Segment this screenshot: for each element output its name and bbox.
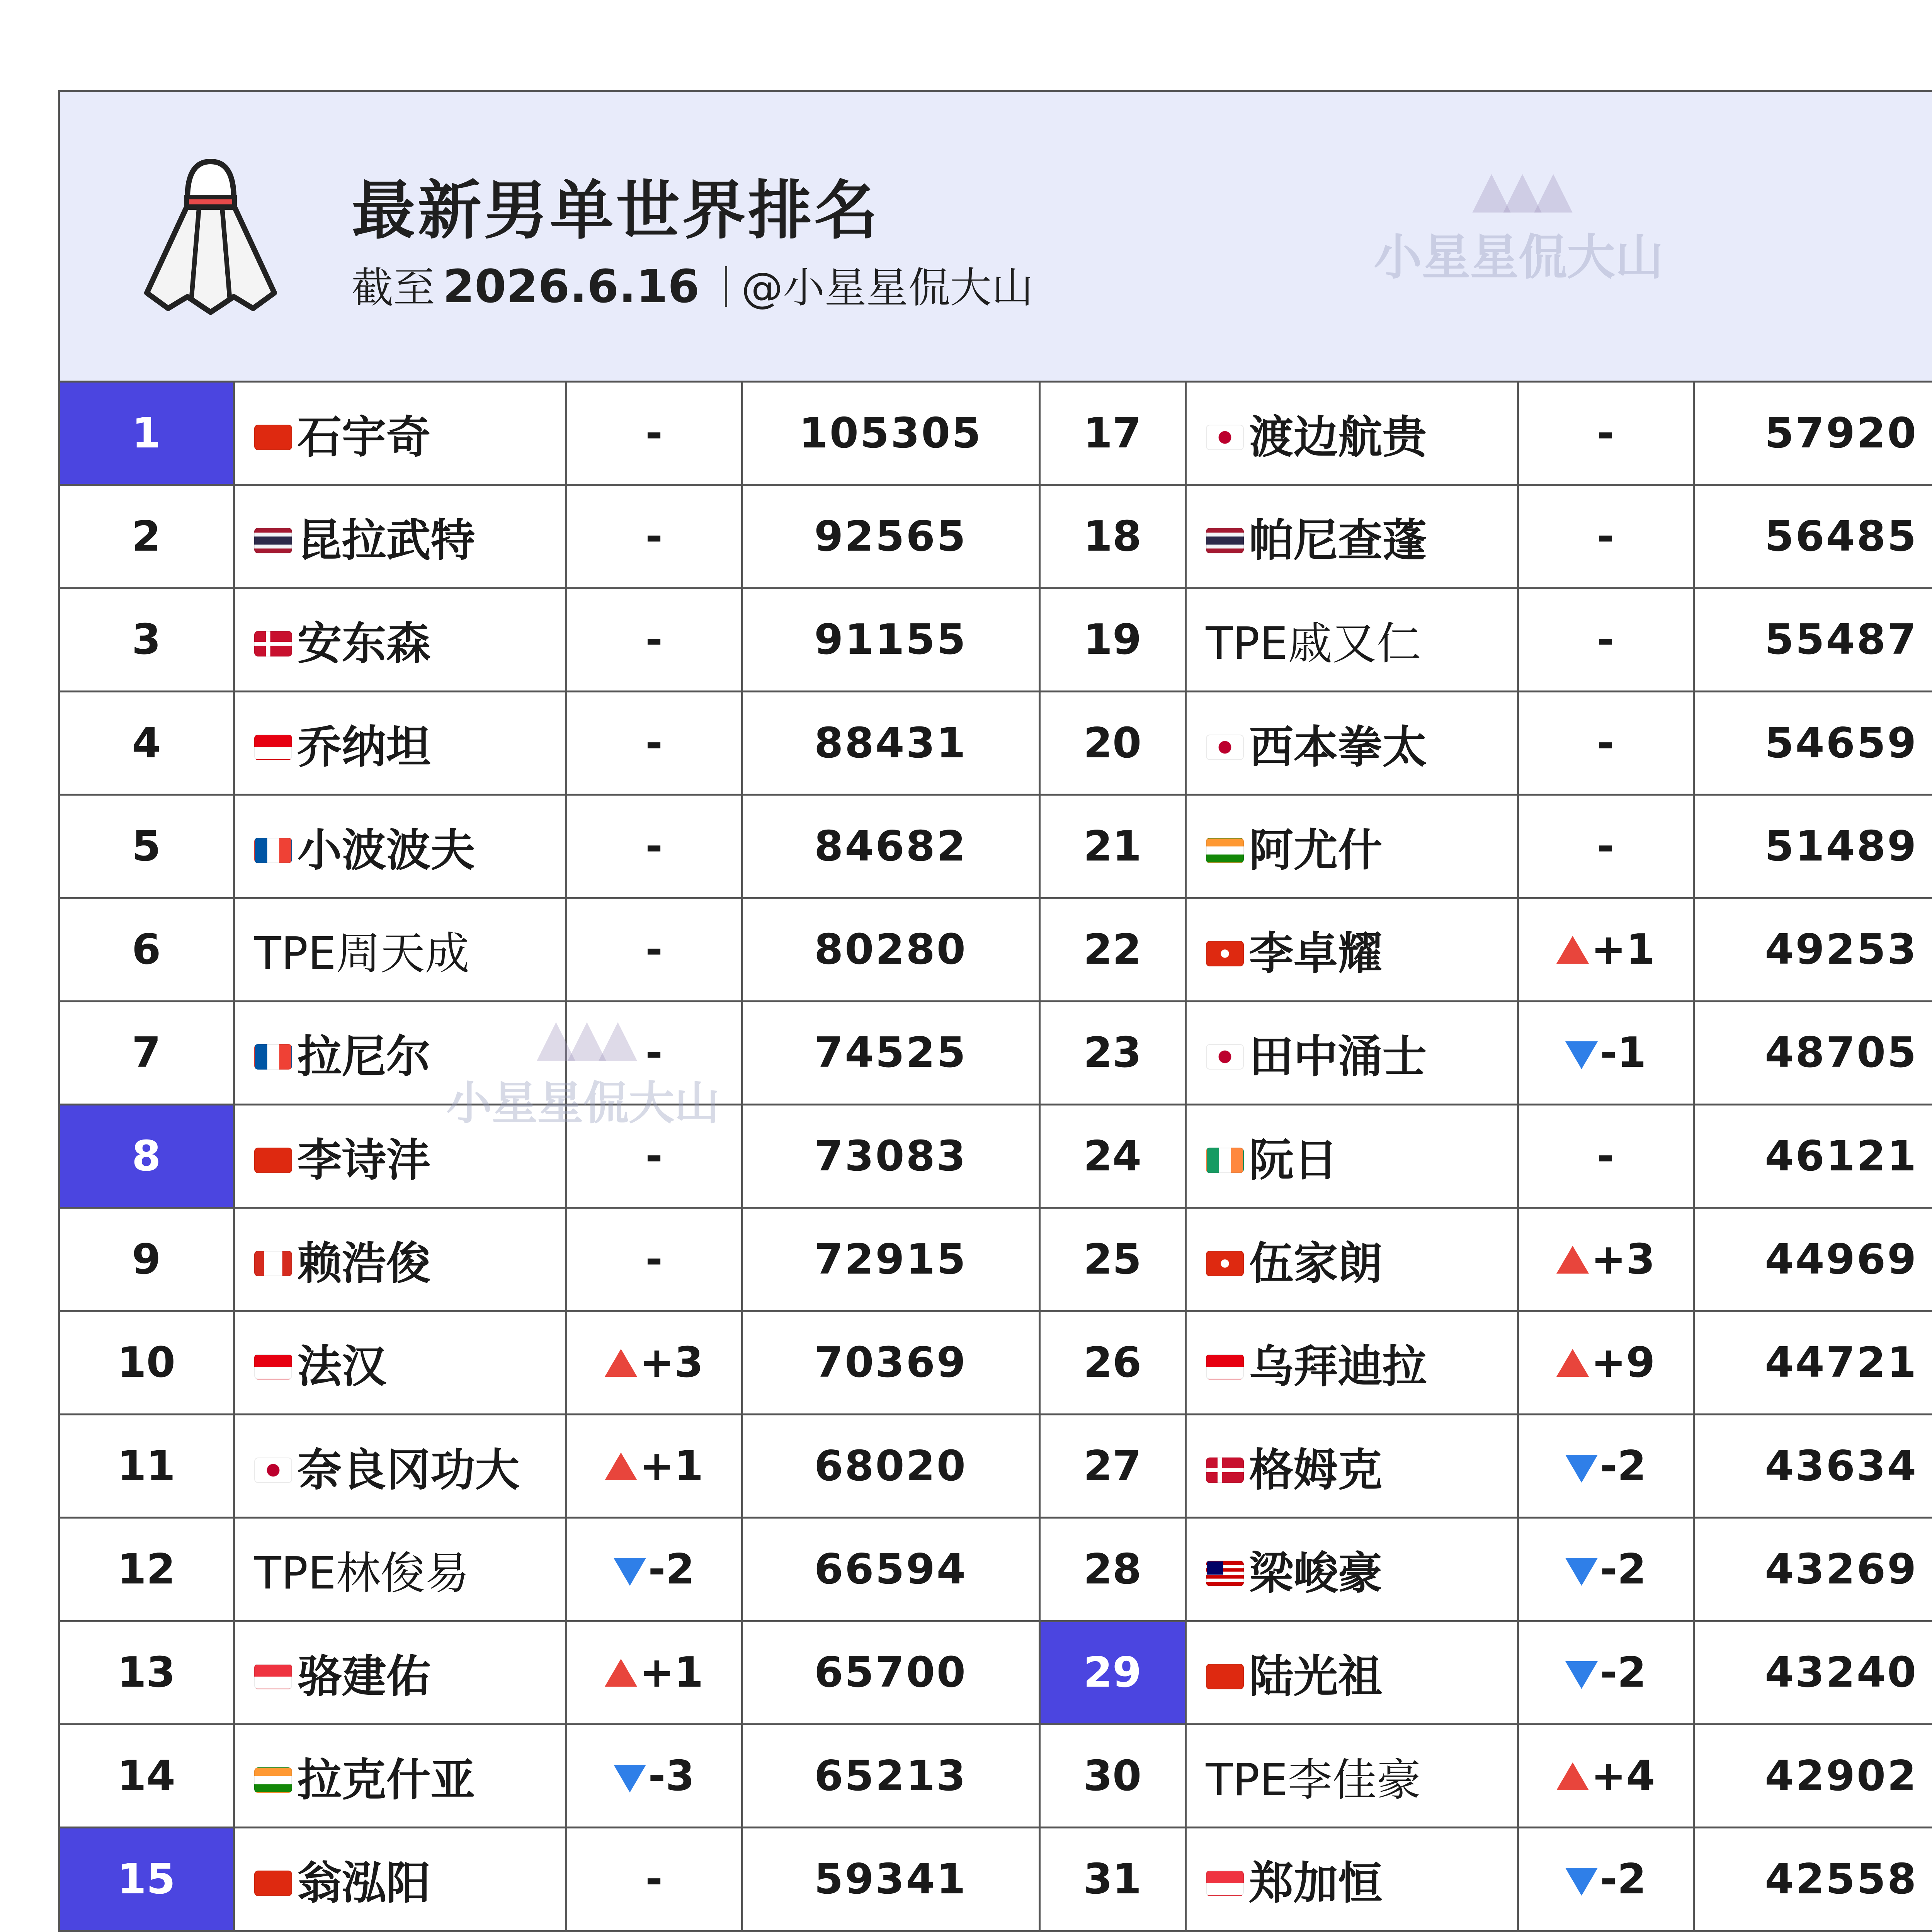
player-name-cell bbox=[234, 1105, 566, 1208]
flag-cn-icon bbox=[254, 425, 292, 450]
points-cell: 54659 bbox=[1694, 691, 1932, 794]
points-cell: 55487 bbox=[1694, 588, 1932, 691]
rank-cell: 3 bbox=[60, 588, 234, 691]
player-name: 昆拉武特 bbox=[297, 514, 475, 566]
rank-change: - bbox=[1597, 1132, 1614, 1180]
rank-change-cell bbox=[1518, 588, 1694, 691]
arrow-down-icon bbox=[1565, 1455, 1598, 1483]
rank-change: +3 bbox=[639, 1338, 704, 1387]
player-name: 安东森 bbox=[297, 618, 431, 670]
ranking-table bbox=[60, 383, 1932, 1932]
rank-cell: 19 bbox=[1039, 588, 1185, 691]
rank-cell: 5 bbox=[60, 795, 234, 898]
points-cell: 57920 bbox=[1694, 383, 1932, 485]
table-row bbox=[60, 691, 1932, 794]
table-row bbox=[60, 485, 1932, 588]
table-row bbox=[60, 1725, 1932, 1828]
arrow-down-icon bbox=[1565, 1041, 1598, 1069]
rank-cell: 30 bbox=[1039, 1725, 1185, 1828]
points-cell: 72915 bbox=[742, 1208, 1039, 1311]
player-name-cell bbox=[234, 383, 566, 485]
rank-change-cell bbox=[1518, 1828, 1694, 1931]
player-name-cell bbox=[1185, 1828, 1518, 1931]
player-name-cell bbox=[234, 898, 566, 1001]
player-name-cell bbox=[234, 1828, 566, 1931]
rank-change-cell bbox=[1518, 795, 1694, 898]
rank-change-cell bbox=[1518, 1311, 1694, 1414]
table-row bbox=[60, 1001, 1932, 1104]
rank-change: +9 bbox=[1591, 1338, 1655, 1387]
arrow-up-icon bbox=[1556, 1762, 1589, 1790]
flag-th-icon bbox=[1206, 528, 1244, 553]
table-row bbox=[60, 383, 1932, 485]
flag-cn-icon bbox=[254, 1871, 292, 1896]
arrow-up-icon bbox=[605, 1349, 637, 1377]
player-name: 田中涌士 bbox=[1249, 1031, 1427, 1083]
table-row bbox=[60, 898, 1932, 1001]
player-name: 陆光祖 bbox=[1249, 1651, 1383, 1703]
player-name-cell bbox=[1185, 1415, 1518, 1518]
player-name: 拉尼尔 bbox=[297, 1031, 431, 1083]
rank-change-cell bbox=[1518, 1208, 1694, 1311]
rank-change: -2 bbox=[1600, 1648, 1646, 1697]
player-name-cell bbox=[1185, 1208, 1518, 1311]
watermark-text: 小星星侃大山 bbox=[1374, 230, 1663, 286]
points-cell: 80280 bbox=[742, 898, 1039, 1001]
rank-cell: 6 bbox=[60, 898, 234, 1001]
player-name: 李卓耀 bbox=[1249, 928, 1383, 980]
rank-cell: 18 bbox=[1039, 485, 1185, 588]
table-row bbox=[60, 1518, 1932, 1621]
player-name: 赖浩俊 bbox=[297, 1238, 431, 1290]
player-name-cell bbox=[234, 1311, 566, 1414]
flag-my-icon bbox=[1206, 1561, 1244, 1586]
points-cell: 51489 bbox=[1694, 795, 1932, 898]
player-name-cell bbox=[1185, 691, 1518, 794]
flag-id-icon bbox=[254, 1354, 292, 1379]
rank-change-cell bbox=[1518, 1415, 1694, 1518]
ranking-card bbox=[58, 90, 1932, 1932]
mountain-icon: ▲▲▲ bbox=[537, 1008, 629, 1066]
arrow-down-icon bbox=[1565, 1661, 1598, 1689]
rank-cell: 24 bbox=[1039, 1105, 1185, 1208]
subtitle-prefix: 截至 bbox=[352, 264, 435, 312]
flag-jp-icon bbox=[1206, 735, 1244, 760]
player-name-cell bbox=[234, 1518, 566, 1621]
points-cell: 43240 bbox=[1694, 1621, 1932, 1724]
rank-cell: 12 bbox=[60, 1518, 234, 1621]
player-name: 帕尼查蓬 bbox=[1249, 514, 1427, 566]
rank-cell: 23 bbox=[1039, 1001, 1185, 1104]
rank-cell: 26 bbox=[1039, 1311, 1185, 1414]
flag-fr-icon bbox=[254, 1044, 292, 1070]
rank-cell: 2 bbox=[60, 485, 234, 588]
table-row bbox=[60, 1311, 1932, 1414]
points-cell: 43269 bbox=[1694, 1518, 1932, 1621]
rank-change: - bbox=[1597, 512, 1614, 561]
rank-change: -2 bbox=[1600, 1442, 1646, 1490]
rank-change-cell bbox=[1518, 485, 1694, 588]
rank-cell: 28 bbox=[1039, 1518, 1185, 1621]
flag-hk-icon bbox=[1206, 1251, 1244, 1276]
rank-change-cell bbox=[566, 1001, 742, 1104]
points-cell: 73083 bbox=[742, 1105, 1039, 1208]
player-name-cell bbox=[1185, 485, 1518, 588]
rank-change-cell bbox=[566, 1518, 742, 1621]
player-name: 渡边航贵 bbox=[1249, 411, 1427, 463]
arrow-down-icon bbox=[614, 1558, 646, 1586]
flag-th-icon bbox=[254, 528, 292, 553]
rank-change-cell bbox=[566, 1105, 742, 1208]
points-cell: 59341 bbox=[742, 1828, 1039, 1931]
rank-change-cell bbox=[566, 1208, 742, 1311]
flag-hk-icon bbox=[1206, 941, 1244, 966]
player-name: 郑加恒 bbox=[1249, 1857, 1383, 1909]
points-cell: 44969 bbox=[1694, 1208, 1932, 1311]
rank-cell: 21 bbox=[1039, 795, 1185, 898]
rank-change: - bbox=[1597, 616, 1614, 664]
rank-cell: 10 bbox=[60, 1311, 234, 1414]
rank-change-cell bbox=[566, 1725, 742, 1828]
player-name: 翁泓阳 bbox=[297, 1857, 431, 1909]
rank-change-cell bbox=[566, 383, 742, 485]
points-cell: 42558 bbox=[1694, 1828, 1932, 1931]
points-cell: 88431 bbox=[742, 691, 1039, 794]
points-cell: 66594 bbox=[742, 1518, 1039, 1621]
rank-cell: 22 bbox=[1039, 898, 1185, 1001]
rank-change: +4 bbox=[1591, 1752, 1655, 1800]
rank-change: +1 bbox=[639, 1442, 704, 1490]
player-name-cell bbox=[234, 1415, 566, 1518]
rank-cell: 15 bbox=[60, 1828, 234, 1931]
points-cell: 84682 bbox=[742, 795, 1039, 898]
rank-cell: 25 bbox=[1039, 1208, 1185, 1311]
player-name: 阿尤什 bbox=[1249, 824, 1383, 876]
flag-in-icon bbox=[254, 1767, 292, 1793]
rank-cell: 31 bbox=[1039, 1828, 1185, 1931]
rank-change-cell bbox=[1518, 1518, 1694, 1621]
flag-dk-icon bbox=[254, 631, 292, 656]
points-cell: 44721 bbox=[1694, 1311, 1932, 1414]
points-cell: 43634 bbox=[1694, 1415, 1932, 1518]
flag-cn-icon bbox=[254, 1148, 292, 1173]
table-row bbox=[60, 795, 1932, 898]
player-name-cell bbox=[1185, 1518, 1518, 1621]
flag-sg-icon bbox=[1206, 1871, 1244, 1896]
points-cell: 74525 bbox=[742, 1001, 1039, 1104]
player-name-cell bbox=[234, 691, 566, 794]
table-row bbox=[60, 1621, 1932, 1724]
player-name-cell bbox=[1185, 588, 1518, 691]
player-name-cell bbox=[234, 1621, 566, 1724]
rank-cell: 17 bbox=[1039, 383, 1185, 485]
flag-ie-icon bbox=[1206, 1148, 1244, 1173]
points-cell: 91155 bbox=[742, 588, 1039, 691]
player-name-cell bbox=[234, 1208, 566, 1311]
player-name: 骆建佑 bbox=[297, 1651, 431, 1703]
rank-change-cell bbox=[1518, 1621, 1694, 1724]
player-name-cell bbox=[1185, 898, 1518, 1001]
rank-cell: 27 bbox=[1039, 1415, 1185, 1518]
rank-change: - bbox=[645, 1855, 663, 1903]
rank-cell: 1 bbox=[60, 383, 234, 485]
rank-change: +1 bbox=[1591, 925, 1655, 974]
rank-change: -2 bbox=[1600, 1855, 1646, 1903]
watermark bbox=[1374, 160, 1663, 288]
player-name: TPE李佳豪 bbox=[1206, 1754, 1421, 1806]
rank-change: - bbox=[645, 409, 663, 457]
rank-cell: 9 bbox=[60, 1208, 234, 1311]
points-cell: 65213 bbox=[742, 1725, 1039, 1828]
player-name-cell bbox=[1185, 795, 1518, 898]
arrow-down-icon bbox=[1565, 1868, 1598, 1896]
flag-id-icon bbox=[1206, 1354, 1244, 1379]
shuttlecock-icon bbox=[141, 154, 280, 320]
rank-change: - bbox=[645, 1132, 663, 1180]
player-name: 梁峻豪 bbox=[1249, 1548, 1383, 1600]
player-name-cell bbox=[1185, 1725, 1518, 1828]
player-name: TPE林俊易 bbox=[254, 1548, 469, 1600]
rank-change: - bbox=[1597, 409, 1614, 457]
player-name: 法汉 bbox=[297, 1341, 386, 1393]
rank-change-cell bbox=[566, 691, 742, 794]
player-name: 乔纳坦 bbox=[297, 721, 431, 773]
player-name-cell bbox=[234, 1725, 566, 1828]
player-name-cell bbox=[234, 1001, 566, 1104]
points-cell: 46121 bbox=[1694, 1105, 1932, 1208]
rank-change-cell bbox=[566, 1828, 742, 1931]
player-name: 拉克什亚 bbox=[297, 1754, 475, 1806]
rank-cell: 20 bbox=[1039, 691, 1185, 794]
player-name-cell bbox=[234, 485, 566, 588]
points-cell: 70369 bbox=[742, 1311, 1039, 1414]
rank-change: - bbox=[645, 512, 663, 561]
rank-change-cell bbox=[1518, 383, 1694, 485]
ranking-date: 2026.6.16 bbox=[443, 260, 700, 313]
rank-change-cell bbox=[1518, 1001, 1694, 1104]
flag-in-icon bbox=[1206, 838, 1244, 863]
page-title: 最新男单世界排名 bbox=[352, 173, 880, 248]
author-handle: @小星星侃大山 bbox=[741, 264, 1034, 312]
player-name: 乌拜迪拉 bbox=[1249, 1341, 1427, 1393]
rank-change: -2 bbox=[1600, 1545, 1646, 1594]
flag-cn-icon bbox=[1206, 1664, 1244, 1689]
rank-change-cell bbox=[566, 795, 742, 898]
arrow-down-icon bbox=[614, 1765, 646, 1793]
player-name: 阮日 bbox=[1249, 1134, 1338, 1186]
player-name-cell bbox=[1185, 1311, 1518, 1414]
arrow-up-icon bbox=[605, 1452, 637, 1480]
player-name-cell bbox=[234, 795, 566, 898]
rank-change: - bbox=[645, 822, 663, 871]
table-row bbox=[60, 1105, 1932, 1208]
rank-change-cell bbox=[1518, 898, 1694, 1001]
watermark-text: 小星星侃大山 bbox=[446, 1077, 720, 1130]
rank-change: +3 bbox=[1591, 1235, 1655, 1284]
arrow-down-icon bbox=[1565, 1558, 1598, 1586]
rank-change-cell bbox=[566, 1311, 742, 1414]
rank-change: - bbox=[645, 1029, 663, 1077]
player-name: 李诗沣 bbox=[297, 1134, 431, 1186]
points-cell: 42902 bbox=[1694, 1725, 1932, 1828]
mountain-icon: ▲▲▲ bbox=[1472, 160, 1565, 218]
points-cell: 65700 bbox=[742, 1621, 1039, 1724]
arrow-up-icon bbox=[605, 1659, 637, 1687]
rank-change-cell bbox=[566, 588, 742, 691]
rank-change: - bbox=[645, 1235, 663, 1284]
header-banner bbox=[60, 92, 1932, 383]
flag-ca-icon bbox=[254, 1251, 292, 1276]
rank-change: -1 bbox=[1600, 1029, 1646, 1077]
player-name-cell bbox=[1185, 1105, 1518, 1208]
rank-change-cell bbox=[566, 485, 742, 588]
divider bbox=[725, 266, 727, 307]
player-name: 奈良冈功大 bbox=[297, 1444, 520, 1496]
flag-jp-icon bbox=[1206, 1044, 1244, 1070]
table-row bbox=[60, 1208, 1932, 1311]
rank-change: +1 bbox=[639, 1648, 704, 1697]
flag-jp-icon bbox=[1206, 425, 1244, 450]
rank-cell: 4 bbox=[60, 691, 234, 794]
points-cell: 48705 bbox=[1694, 1001, 1932, 1104]
rank-change-cell bbox=[566, 1415, 742, 1518]
rank-change-cell bbox=[566, 1621, 742, 1724]
subtitle bbox=[352, 254, 1033, 314]
rank-change: - bbox=[1597, 719, 1614, 767]
table-row bbox=[60, 588, 1932, 691]
table-row bbox=[60, 1828, 1932, 1931]
rank-change: - bbox=[645, 616, 663, 664]
player-name: TPE周天成 bbox=[254, 928, 469, 980]
flag-fr-icon bbox=[254, 838, 292, 863]
player-name-cell bbox=[234, 588, 566, 691]
flag-dk-icon bbox=[1206, 1458, 1244, 1483]
player-name-cell bbox=[1185, 1001, 1518, 1104]
arrow-up-icon bbox=[1556, 936, 1589, 964]
points-cell: 56485 bbox=[1694, 485, 1932, 588]
rank-change: - bbox=[1597, 822, 1614, 871]
flag-jp-icon bbox=[254, 1458, 292, 1483]
points-cell: 92565 bbox=[742, 485, 1039, 588]
rank-cell: 13 bbox=[60, 1621, 234, 1724]
rank-change-cell bbox=[1518, 1725, 1694, 1828]
rank-change: -3 bbox=[648, 1752, 695, 1800]
arrow-up-icon bbox=[1556, 1246, 1589, 1274]
player-name: TPE戚又仁 bbox=[1206, 618, 1421, 670]
rank-change-cell bbox=[1518, 691, 1694, 794]
player-name-cell bbox=[1185, 1621, 1518, 1724]
rank-cell: 8 bbox=[60, 1105, 234, 1208]
points-cell: 68020 bbox=[742, 1415, 1039, 1518]
player-name: 西本拳太 bbox=[1249, 721, 1427, 773]
rank-cell: 29 bbox=[1039, 1621, 1185, 1724]
player-name-cell bbox=[1185, 383, 1518, 485]
rank-cell: 11 bbox=[60, 1415, 234, 1518]
table-row bbox=[60, 1415, 1932, 1518]
rank-cell: 7 bbox=[60, 1001, 234, 1104]
arrow-up-icon bbox=[1556, 1349, 1589, 1377]
points-cell: 49253 bbox=[1694, 898, 1932, 1001]
rank-change: - bbox=[645, 925, 663, 974]
rank-change-cell bbox=[566, 898, 742, 1001]
player-name: 格姆克 bbox=[1249, 1444, 1383, 1496]
rank-change: - bbox=[645, 719, 663, 767]
rank-change: -2 bbox=[648, 1545, 695, 1594]
rank-change-cell bbox=[1518, 1105, 1694, 1208]
flag-sg-icon bbox=[254, 1664, 292, 1689]
player-name: 石宇奇 bbox=[297, 411, 431, 463]
points-cell: 105305 bbox=[742, 383, 1039, 485]
player-name: 伍家朗 bbox=[1249, 1238, 1383, 1290]
rank-cell: 14 bbox=[60, 1725, 234, 1828]
player-name: 小波波夫 bbox=[297, 824, 475, 876]
flag-id-icon bbox=[254, 735, 292, 760]
